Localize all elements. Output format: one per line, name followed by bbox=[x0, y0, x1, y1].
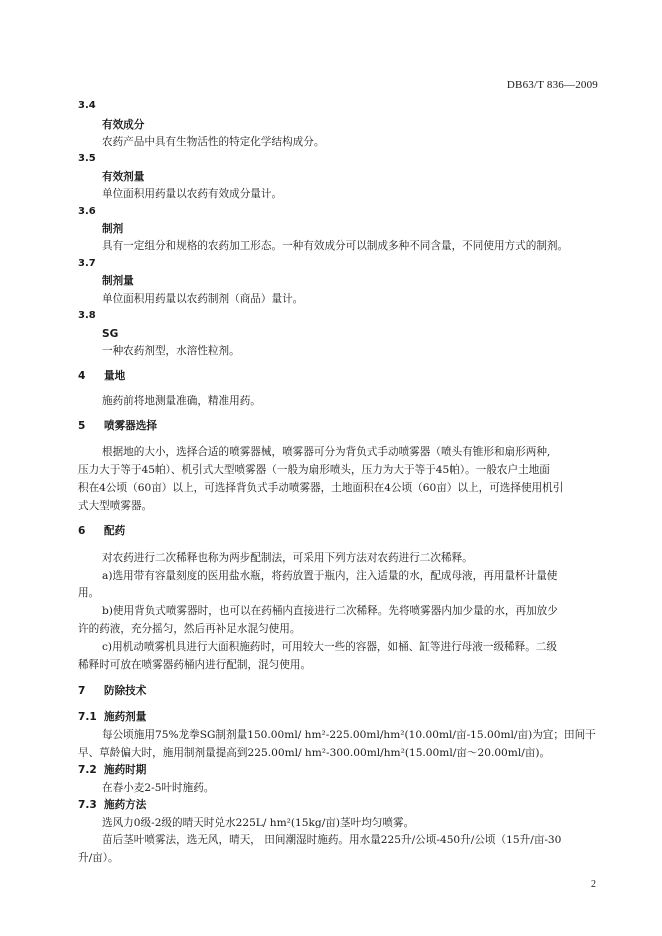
paragraph-line: 每公顷施用75%龙拳SG制剂量150.00ml/ hm²-225.00ml/hm²(10.00ml/亩-15.00ml/亩)为宜；田间干 bbox=[102, 729, 596, 741]
paragraph-line: 用。 bbox=[78, 587, 100, 599]
term-definition: 单位面积用药量以农药制剂（商品）量计。 bbox=[102, 293, 304, 305]
subsection-number: 7.3 bbox=[78, 799, 97, 811]
paragraph-line: 早、草龄偏大时，施用制剂量提高到225.00ml/ hm²-300.00ml/hm²(15.00ml/亩～20.00ml/亩)。 bbox=[78, 747, 551, 759]
section-heading bbox=[78, 419, 157, 433]
subsection-heading bbox=[78, 763, 146, 777]
term-number: 3.4 bbox=[78, 100, 96, 111]
subsection-heading bbox=[78, 798, 146, 812]
paragraph-line: 积在4公顷（60亩）以上，可选择背负式手动喷雾器，土地面积在4公顷（60亩）以上，可选择使用机引 bbox=[78, 482, 564, 494]
term-number: 3.8 bbox=[78, 310, 96, 321]
term-title: 有效剂量 bbox=[102, 171, 145, 183]
page-number: 2 bbox=[591, 879, 596, 890]
paragraph-line: c)用机动喷雾机具进行大面积施药时，可用较大一些的容器，如桶、缸等进行母液一级稀释。二级 bbox=[102, 641, 557, 653]
term-title: 制剂 bbox=[102, 223, 124, 235]
subsection-title: 施药剂量 bbox=[104, 711, 147, 723]
term-number: 3.6 bbox=[78, 206, 96, 217]
section-title: 配药 bbox=[104, 525, 126, 537]
paragraph-line: b)使用背负式喷雾器时，也可以在药桶内直接进行二次稀释。先将喷雾器内加少量的水，再加放少 bbox=[102, 605, 558, 617]
subsection-number: 7.2 bbox=[78, 764, 97, 776]
paragraph-line: 稀释时可放在喷雾器药桶内进行配制，混匀使用。 bbox=[78, 659, 312, 671]
subsection-title: 施药方法 bbox=[104, 799, 147, 811]
term-definition: 农药产品中具有生物活性的特定化学结构成分。 bbox=[102, 136, 325, 148]
paragraph-line: 在春小麦2-5叶时施药。 bbox=[102, 782, 215, 794]
section-heading bbox=[78, 524, 125, 538]
section-number: 5 bbox=[78, 420, 86, 432]
paragraph-line: 升/亩）。 bbox=[78, 852, 119, 864]
section-title: 量地 bbox=[104, 370, 126, 382]
term-title: 制剂量 bbox=[102, 275, 134, 287]
paragraph-line: 压力大于等于45帕）、机引式大型喷雾器（一般为扇形喷头，压力为大于等于45帕）。一般农户土地面 bbox=[78, 464, 550, 476]
term-title: SG bbox=[102, 328, 119, 340]
section-number: 4 bbox=[78, 370, 86, 382]
section-heading bbox=[78, 684, 146, 698]
section-title: 喷雾器选择 bbox=[104, 420, 157, 432]
subsection-number: 7.1 bbox=[78, 711, 97, 723]
paragraph-line: 根据地的大小，选择合适的喷雾器械，喷雾器可分为背负式手动喷雾器（喷头有锥形和扇形两种, bbox=[102, 446, 551, 458]
term-definition: 一种农药剂型，水溶性粒剂。 bbox=[102, 345, 240, 357]
paragraph-line: 施药前将地测量准确，精准用药。 bbox=[102, 395, 261, 407]
term-definition: 单位面积用药量以农药有效成分量计。 bbox=[102, 188, 283, 200]
section-number: 6 bbox=[78, 525, 86, 537]
paragraph-line: 苗后茎叶喷雾法，选无风，晴天， 田间潮湿时施药。用水量225升/公顷-450升/公顷（15升/亩-30 bbox=[102, 834, 562, 846]
term-definition: 具有一定组分和规格的农药加工形态。一种有效成分可以制成多种不同含量，不同使用方式的制剂。 bbox=[102, 240, 569, 252]
subsection-heading bbox=[78, 710, 146, 724]
term-title: 有效成分 bbox=[102, 119, 145, 131]
paragraph-line: 选风力0级-2级的晴天时兑水225L/ hm²(15kg/亩)茎叶均匀喷雾。 bbox=[102, 817, 415, 829]
standard-code: DB63/T 836—2009 bbox=[506, 79, 598, 91]
section-heading bbox=[78, 369, 125, 383]
section-title: 防除技术 bbox=[104, 685, 147, 697]
subsection-title: 施药时期 bbox=[104, 764, 147, 776]
section-number: 7 bbox=[78, 685, 86, 697]
paragraph-line: 对农药进行二次稀释也称为两步配制法，可采用下列方法对农药进行二次稀释。 bbox=[102, 552, 473, 564]
term-number: 3.5 bbox=[78, 153, 96, 164]
paragraph-line: a)选用带有容量刻度的医用盐水瓶，将药放置于瓶内，注入适量的水，配成母液，再用量杯计量使 bbox=[102, 570, 558, 582]
paragraph-line: 式大型喷雾器。 bbox=[78, 500, 153, 512]
paragraph-line: 许的药液，充分摇匀，然后再补足水混匀使用。 bbox=[78, 623, 301, 635]
term-number: 3.7 bbox=[78, 258, 96, 269]
